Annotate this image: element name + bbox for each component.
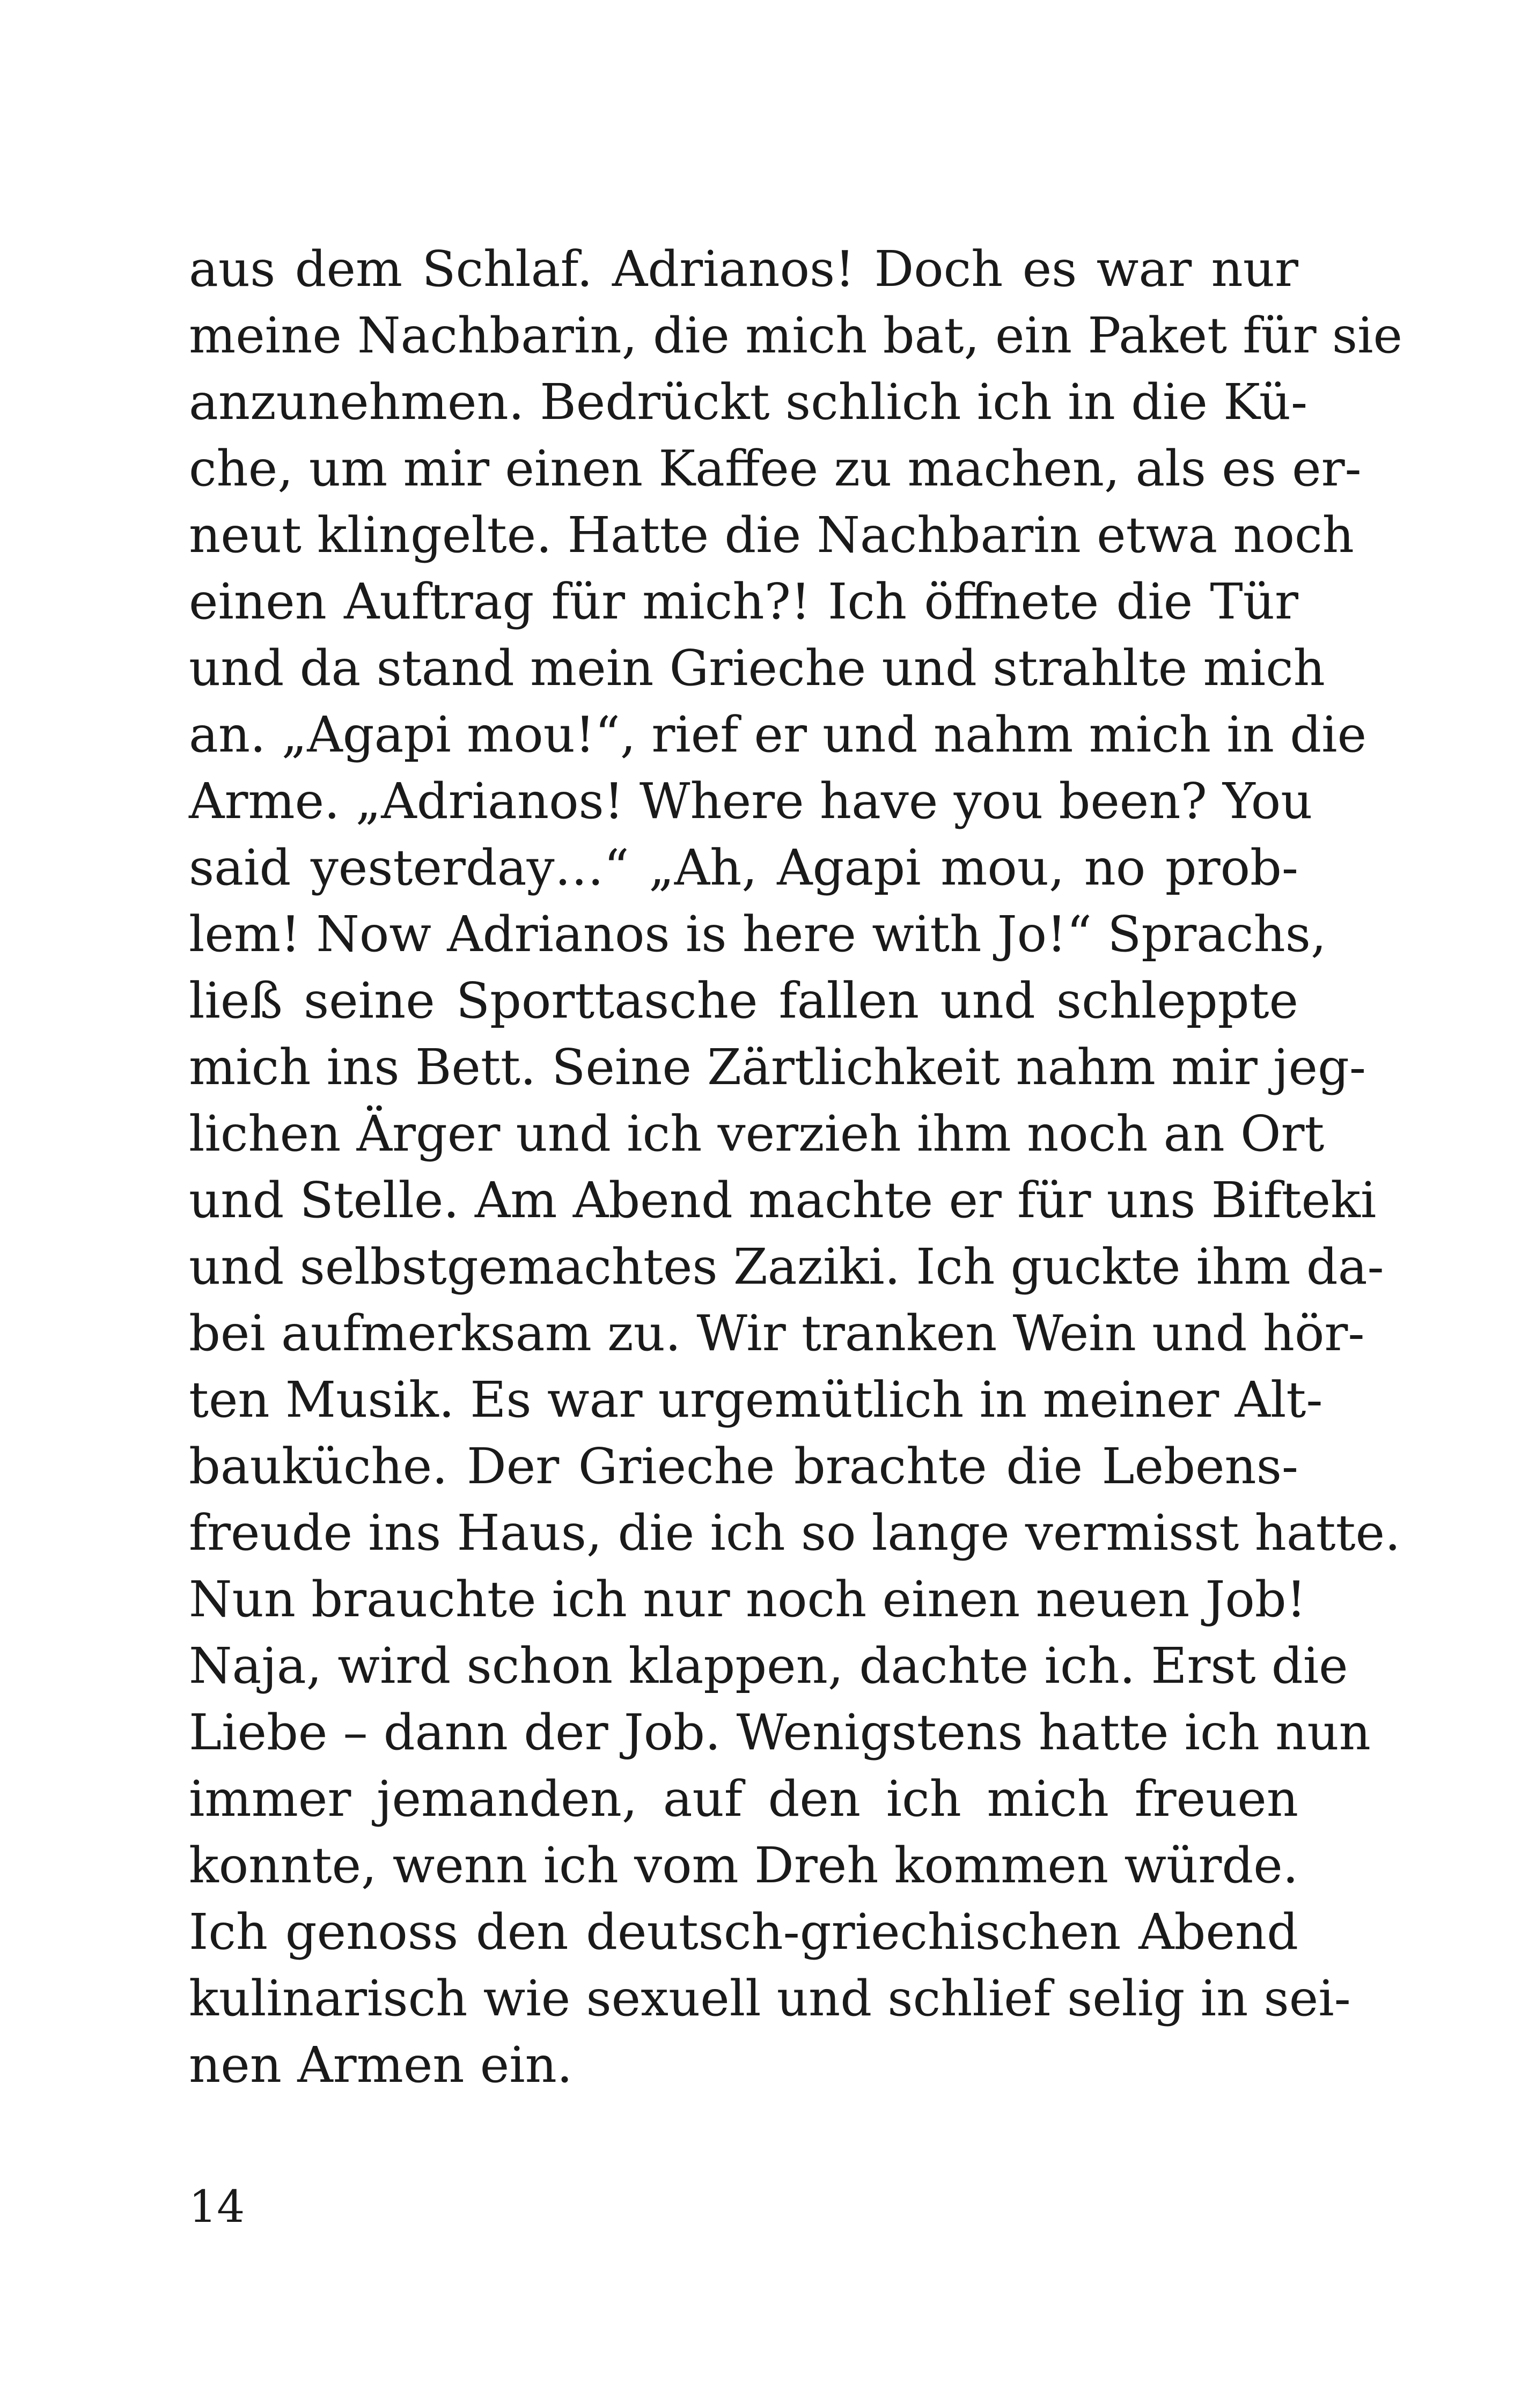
text-line: Arme. „Adrianos! Where have you been? You <box>189 772 1313 830</box>
text-line: Naja, wird schon klappen, dachte ich. Erst die <box>189 1637 1348 1695</box>
body-text <box>189 236 1402 2098</box>
text-line: mich ins Bett. Seine Zärtlichkeit nahm mir jeg- <box>189 1039 1366 1096</box>
text-line: immer jemanden, auf den ich mich freuen <box>189 1770 1298 1828</box>
text-line: ten Musik. Es war urgemütlich in meiner Alt- <box>189 1371 1323 1428</box>
text-line: lichen Ärger und ich verzieh ihm noch an Ort <box>189 1105 1325 1162</box>
text-line: Liebe – dann der Job. Wenigstens hatte ich nun <box>189 1704 1371 1761</box>
text-line: neut klingelte. Hatte die Nachbarin etwa noch <box>189 506 1354 564</box>
text-line-last: nen Armen ein. <box>189 2036 573 2094</box>
text-line: said yesterday…“ „Ah, Agapi mou, no prob- <box>189 839 1298 896</box>
text-line: aus dem Schlaf. Adrianos! Doch es war nur <box>189 240 1298 298</box>
text-line: freude ins Haus, die ich so lange vermisst hatte. <box>189 1504 1401 1562</box>
text-line: und Stelle. Am Abend machte er für uns Bifteki <box>189 1172 1377 1229</box>
page-number: 14 <box>189 2182 245 2233</box>
text-line: konnte, wenn ich vom Dreh kommen würde. <box>189 1837 1298 1894</box>
text-line: und da stand mein Grieche und strahlte mich <box>189 639 1325 697</box>
text-line: bei aufmerksam zu. Wir tranken Wein und hör- <box>189 1305 1365 1362</box>
text-line: lem! Now Adrianos is here with Jo!“ Sprachs, <box>189 905 1327 963</box>
text-line: Ich genoss den deutsch-griechischen Abend <box>189 1903 1298 1961</box>
text-line: anzunehmen. Bedrückt schlich ich in die Kü- <box>189 373 1308 431</box>
text-line: bauküche. Der Grieche brachte die Lebens- <box>189 1438 1298 1495</box>
text-line: und selbstgemachtes Zaziki. Ich guckte ihm da- <box>189 1238 1384 1295</box>
text-line: an. „Agapi mou!“, rief er und nahm mich in die <box>189 706 1367 763</box>
text-line: einen Auftrag für mich?! Ich öffnete die Tür <box>189 573 1298 630</box>
text-line: ließ seine Sporttasche fallen und schleppte <box>189 972 1298 1029</box>
text-line: meine Nachbarin, die mich bat, ein Paket für sie <box>189 307 1402 364</box>
text-line: che, um mir einen Kaffee zu machen, als es er- <box>189 440 1362 497</box>
text-line: Nun brauchte ich nur noch einen neuen Job! <box>189 1571 1306 1628</box>
text-line: kulinarisch wie sexuell und schlief selig in sei- <box>189 1970 1351 2027</box>
